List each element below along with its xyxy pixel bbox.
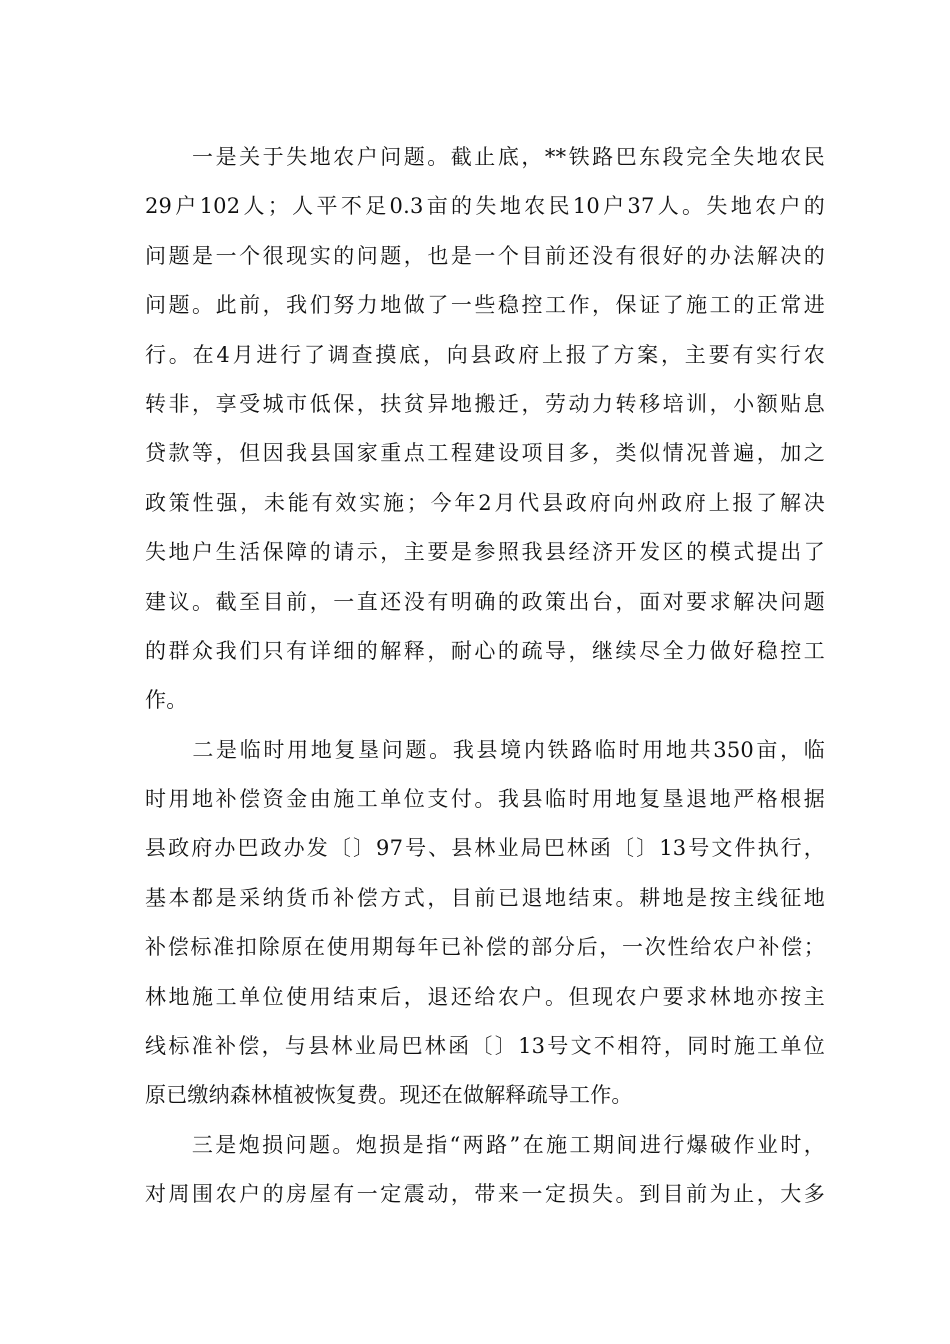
text-line: 的群众我们只有详细的解释，耐心的疏导，继续尽全力做好稳控工	[145, 638, 825, 663]
text-line: 线标准补偿，与县林业局巴林函〔〕13号文不相符，同时施工单位	[145, 1034, 825, 1059]
text-line: 29户102人；人平不足0.3亩的失地农民10户37人。失地农户的	[145, 194, 825, 219]
text-line: 问题。此前，我们努力地做了一些稳控工作，保证了施工的正常进	[145, 293, 825, 318]
text-line: 转非，享受城市低保，扶贫异地搬迁，劳动力转移培训，小额贴息	[145, 391, 825, 416]
text-line: 时用地补偿资金由施工单位支付。我县临时用地复垦退地严格根据	[145, 787, 825, 812]
text-line: 一是关于失地农户问题。截止底，**铁路巴东段完全失地农民	[145, 145, 825, 169]
text-line: 政策性强，未能有效实施；今年2月代县政府向州政府上报了解决	[145, 490, 825, 515]
text-line: 三是炮损问题。炮损是指“两路”在施工期间进行爆破作业时，	[145, 1132, 825, 1157]
paragraph-land-loss	[145, 133, 825, 726]
text-line: 林地施工单位使用结束后，退还给农户。但现农户要求林地亦按主	[145, 984, 825, 1009]
text-line: 失地户生活保障的请示，主要是参照我县经济开发区的模式提出了	[145, 540, 825, 565]
text-line: 补偿标准扣除原在使用期每年已补偿的部分后，一次性给农户补偿；	[145, 935, 825, 960]
text-line: 作。	[145, 688, 188, 713]
text-line: 建议。截至目前，一直还没有明确的政策出台，面对要求解决问题	[145, 589, 825, 614]
text-line: 行。在4月进行了调查摸底，向县政府上报了方案，主要有实行农	[145, 342, 825, 367]
text-line: 问题是一个很现实的问题，也是一个目前还没有很好的办法解决的	[145, 243, 825, 268]
text-line: 对周围农户的房屋有一定震动，带来一定损失。到目前为止，大多	[145, 1182, 825, 1207]
text-line: 二是临时用地复垦问题。我县境内铁路临时用地共350亩，临	[145, 737, 825, 762]
text-line: 县政府办巴政办发〔〕97号、县林业局巴林函〔〕13号文件执行，	[145, 836, 825, 861]
paragraph-blasting-damage	[145, 1121, 825, 1220]
text-line: 原已缴纳森林植被恢复费。现还在做解释疏导工作。	[145, 1083, 633, 1108]
document-body	[145, 133, 825, 1220]
paragraph-temporary-land	[145, 726, 825, 1121]
text-line: 基本都是采纳货币补偿方式，目前已退地结束。耕地是按主线征地	[145, 885, 825, 910]
text-line: 贷款等，但因我县国家重点工程建设项目多，类似情况普遍，加之	[145, 441, 825, 466]
